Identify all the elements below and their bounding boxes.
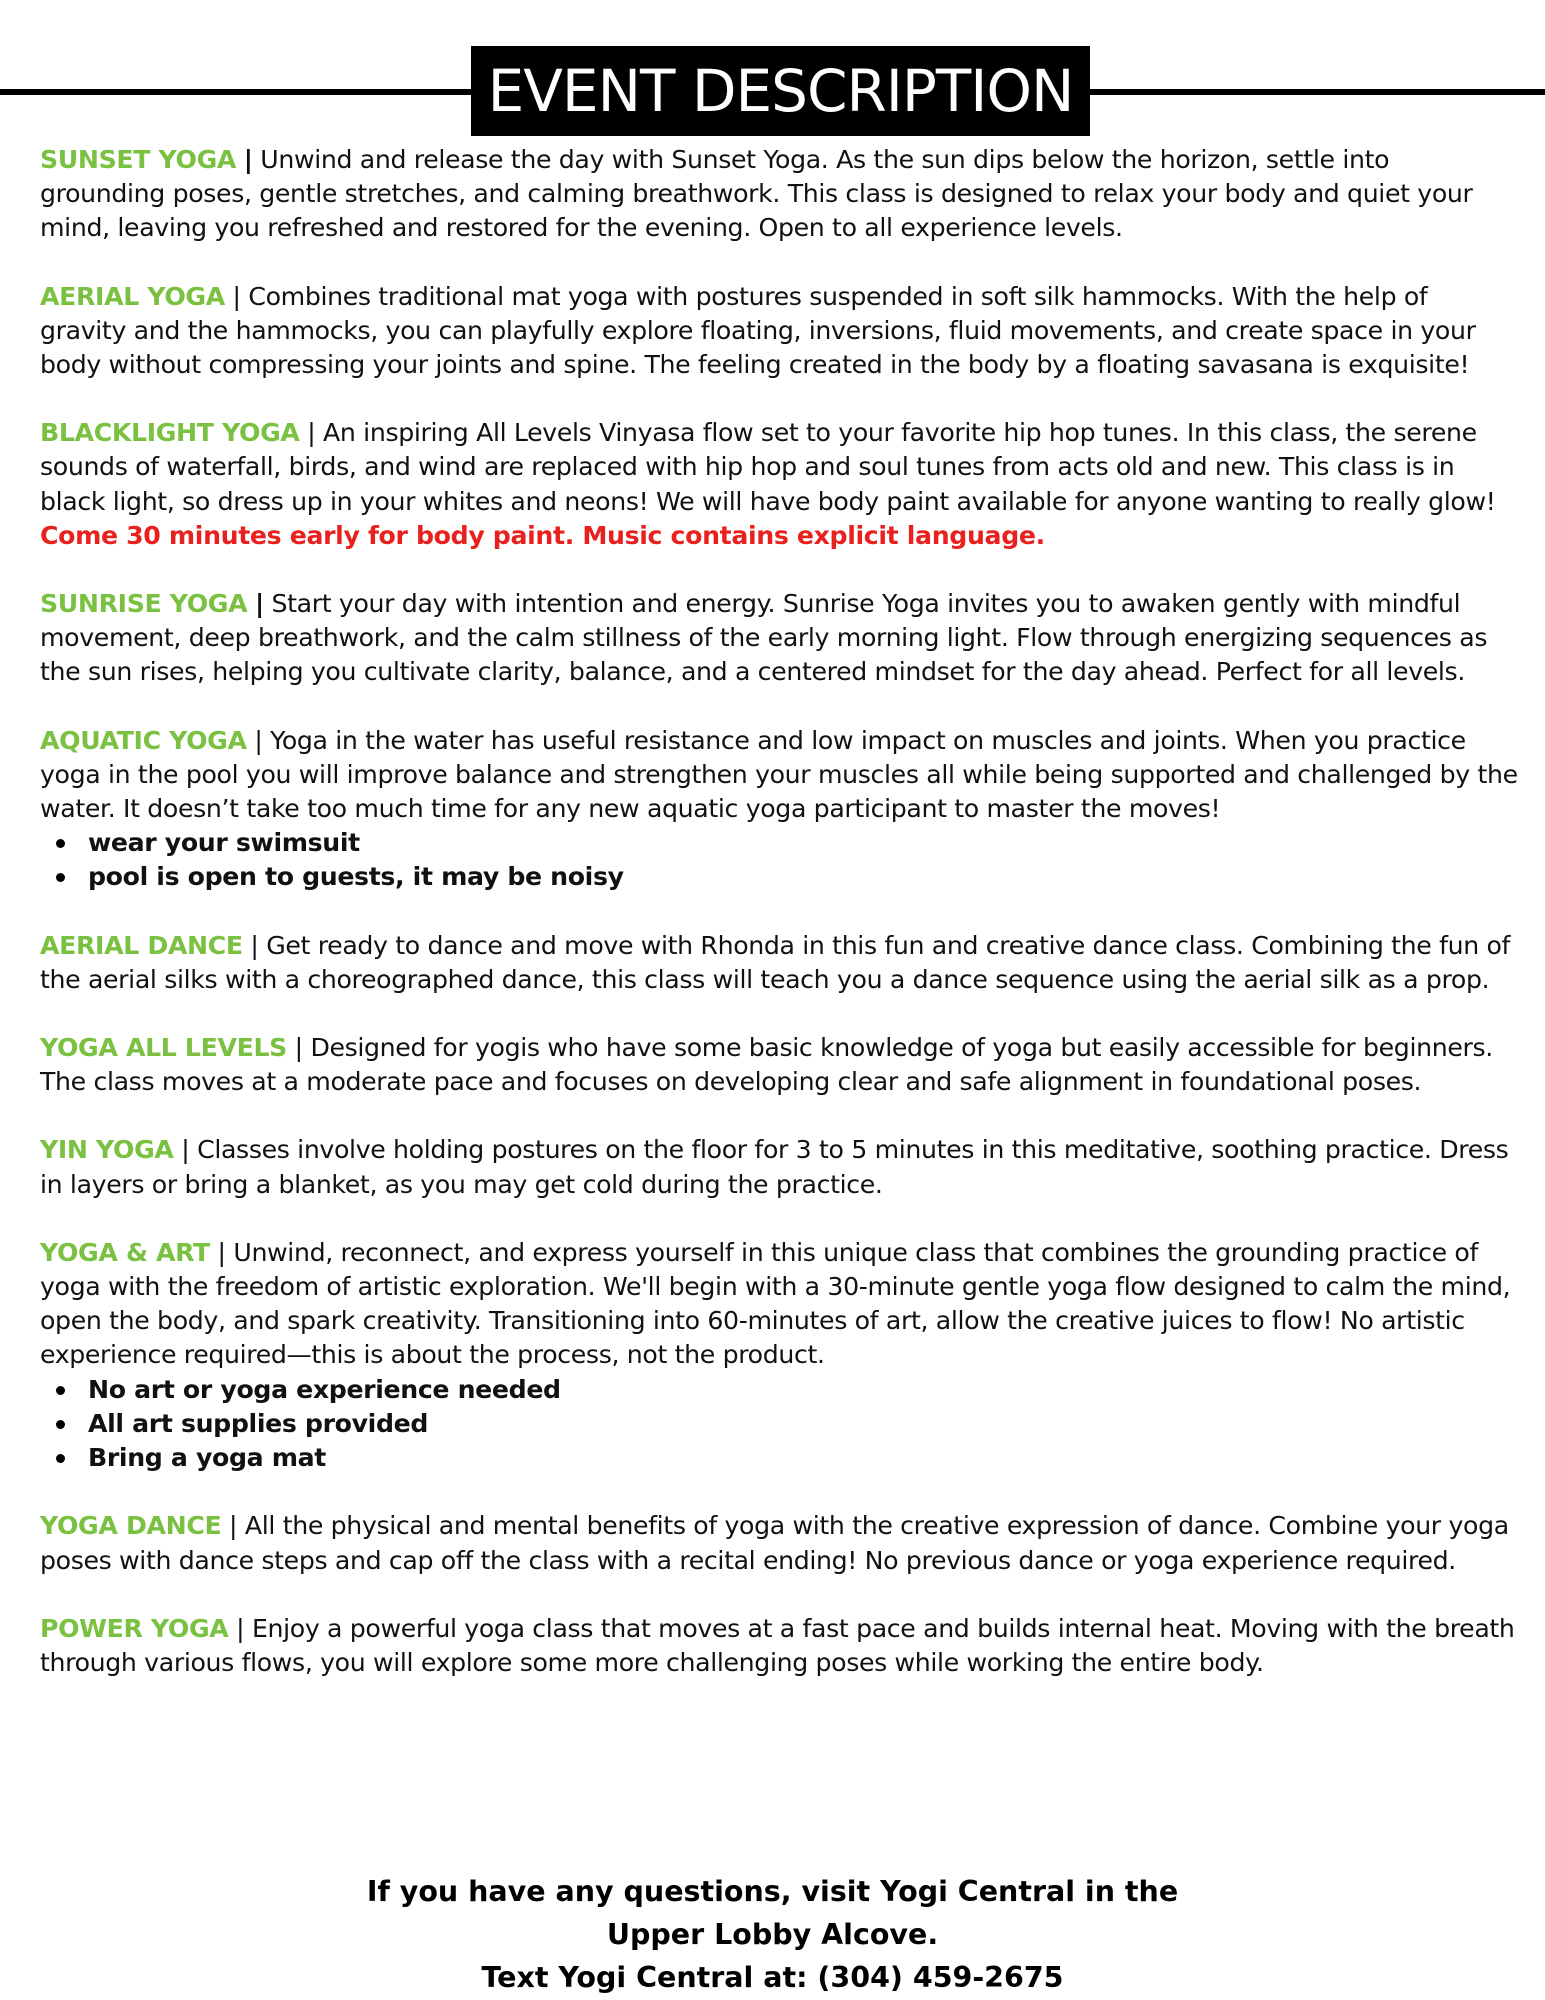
event-separator: | [294, 1033, 303, 1063]
event-blacklight-yoga [40, 416, 1520, 553]
event-title: YOGA DANCE [40, 1511, 222, 1541]
event-aerial-yoga [40, 280, 1520, 383]
list-item: pool is open to guests, it may be noisy [40, 860, 1520, 894]
event-description: Unwind and release the day with Sunset Yoga. As the sun dips below the horizon, settle into grounding poses, gentle stretches, and calming breathwork. This class is designed to relax your body and quiet your mind, leaving you refreshed and restored for the evening. Open to all experience levels. [40, 145, 1473, 243]
event-title: AQUATIC YOGA [40, 725, 247, 755]
header-banner [0, 46, 1545, 136]
event-separator: | [217, 1237, 226, 1267]
event-sunrise-yoga [40, 587, 1520, 690]
event-title: YOGA & ART [40, 1237, 210, 1267]
event-yoga-dance [40, 1509, 1520, 1577]
event-title: YIN YOGA [40, 1135, 174, 1165]
footer-line-location: Upper Lobby Alcove. [606, 1918, 939, 1951]
event-title: SUNRISE YOGA [40, 589, 248, 619]
event-yin-yoga [40, 1133, 1520, 1201]
event-description: Combines traditional mat yoga with postures suspended in soft silk hammocks. With the help of gravity and the hammocks, you can playfully explore floating, inversions, fluid movements, and create space in your body without compressing your joints and spine. The feeling created in the body by a floating savasana is exquisite! [40, 281, 1476, 380]
event-separator: | [181, 1135, 190, 1165]
contact-footer [0, 1870, 1545, 1999]
event-title: POWER YOGA [40, 1613, 229, 1643]
event-yoga-and-art [40, 1236, 1520, 1475]
event-notes [40, 826, 1520, 894]
event-description: Start your day with intention and energy. Sunrise Yoga invites you to awaken gently with mindful movement, deep breathwork, and the calm stillness of the early morning light. Flow through energizing sequences as the sun rises, helping you cultivate clarity, balance, and a centered mindset for the day ahead. Perfect for all levels. [40, 589, 1488, 687]
event-separator: | [254, 725, 263, 755]
event-description: All the physical and mental benefits of yoga with the creative expression of dance. Combine your yoga poses with dance steps and cap off the class with a recital ending! No previous dance or yoga experience required. [40, 1511, 1509, 1575]
event-description: Classes involve holding postures on the floor for 3 to 5 minutes in this meditative, soothing practice. Dress in layers or bring a blanket, as you may get cold during the practice. [40, 1135, 1509, 1199]
event-separator: | [232, 281, 241, 311]
event-separator: | [229, 1511, 238, 1541]
event-separator: | [250, 930, 259, 960]
event-aquatic-yoga [40, 724, 1520, 895]
event-power-yoga [40, 1612, 1520, 1680]
event-separator: | [236, 1613, 245, 1643]
header-rule-right [1088, 89, 1545, 95]
event-separator: | [254, 589, 264, 619]
event-sunset-yoga [40, 143, 1520, 246]
list-item: No art or yoga experience needed [40, 1373, 1520, 1407]
event-yoga-all-levels [40, 1031, 1520, 1099]
event-description: Designed for yogis who have some basic knowledge of yoga but easily accessible for beginners. The class moves at a moderate pace and focuses on developing clear and safe alignment in foundational poses. [40, 1033, 1493, 1097]
event-notes [40, 1373, 1520, 1476]
list-item: wear your swimsuit [40, 826, 1520, 860]
event-description: An inspiring All Levels Vinyasa flow set to your favorite hip hop tunes. In this class, the serene sounds of waterfall, birds, and wind are replaced with hip hop and soul tunes from acts old and new. This class is in black light, so dress up in your whites and neons! We will have body paint available for anyone wanting to really glow! [40, 418, 1496, 516]
event-description: Unwind, reconnect, and express yourself in this unique class that combines the grounding practice of yoga with the freedom of artistic exploration. We'll begin with a 30-minute gentle yoga flow designed to calm the mind, open the body, and spark creativity. Transitioning into 60-minutes of art, allow the creative juices to flow! No artistic experience required—this is about the process, not the product. [40, 1237, 1511, 1370]
event-title: YOGA ALL LEVELS [40, 1033, 287, 1063]
footer-line-phone: Text Yogi Central at: (304) 459-2675 [481, 1961, 1064, 1994]
list-item: All art supplies provided [40, 1407, 1520, 1441]
event-list [40, 143, 1520, 1714]
event-separator: | [243, 145, 253, 174]
event-title: AERIAL YOGA [40, 281, 225, 311]
event-title: BLACKLIGHT YOGA [40, 418, 300, 448]
footer-line-questions: If you have any questions, visit Yogi Central in the [366, 1875, 1179, 1908]
header-rule-left [0, 89, 475, 95]
event-description: Get ready to dance and move with Rhonda in this fun and creative dance class. Combining the fun of the aerial silks with a choreographed dance, this class will teach you a dance sequence using the aerial silk as a prop. [40, 930, 1511, 994]
event-description: Enjoy a powerful yoga class that moves at a fast pace and builds internal heat. Moving with the breath through various flows, you will explore some more challenging poses while working the entire body. [40, 1613, 1515, 1677]
page-title: EVENT DESCRIPTION [471, 46, 1090, 136]
event-title: SUNSET YOGA [40, 145, 237, 174]
event-separator: | [307, 418, 316, 448]
event-description: Yoga in the water has useful resistance and low impact on muscles and joints. When you practice yoga in the pool you will improve balance and strengthen your muscles all while being supported and challenged by the water. It doesn’t take too much time for any new aquatic yoga participant to master the moves! [40, 725, 1518, 824]
event-title: AERIAL DANCE [40, 930, 243, 960]
list-item: Bring a yoga mat [40, 1441, 1520, 1475]
event-warning: Come 30 minutes early for body paint. Music contains explicit language. [40, 520, 1045, 550]
event-aerial-dance [40, 929, 1520, 997]
